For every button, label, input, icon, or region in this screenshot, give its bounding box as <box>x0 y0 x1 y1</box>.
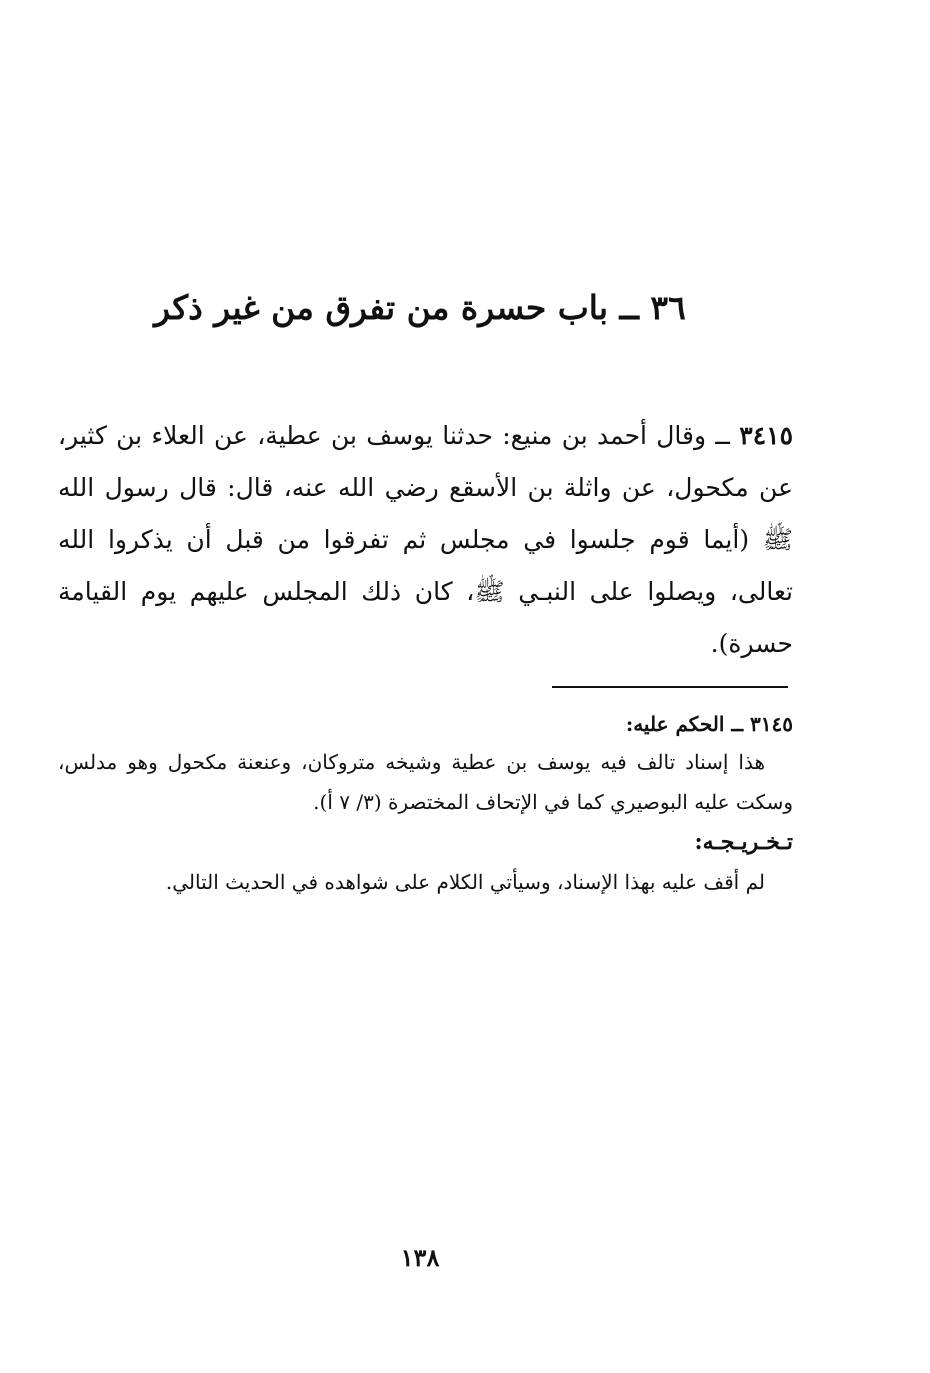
hadith-paragraph <box>58 410 793 670</box>
page-number: ١٣٨ <box>400 1243 440 1272</box>
takhrij-heading: تـخـريـجـه: <box>694 829 793 855</box>
ruling-heading: ٣١٤٥ ــ الحكم عليه: <box>625 712 793 736</box>
hadith-text: ــ وقال أحمد بن منيع: حدثنا يوسف بن عطية، عن العلاء بن كثير، عن مكحول، عن واثلة بن الأسقع رضي الله عنه، قال: قال رسول الله ﷺ (أيما قوم جلسوا في مجلس ثم تفرقوا من قبل أن يذكروا الله تعالى، ويصلوا على النبـي ﷺ، كان ذلك المجلس عليهم يوم القيامة حسرة). <box>58 421 793 658</box>
footnote-divider <box>552 686 788 688</box>
takhrij-text: لم أقف عليه بهذا الإسناد، وسيأتي الكلام على شواهده في الحديث التالي. <box>165 870 765 894</box>
chapter-title: ٣٦ ــ باب حسرة من تفرق من غير ذكر <box>154 288 686 327</box>
hadith-number: ٣٤١٥ <box>739 421 793 450</box>
footnotes <box>58 706 793 902</box>
ruling-text: هذا إسناد تالف فيه يوسف بن عطية وشيخه متروكان، وعنعنة مكحول وهو مدلس، وسكت عليه البوصيري كما في الإتحاف المختصرة (٣/ ٧ أ). <box>58 750 793 814</box>
